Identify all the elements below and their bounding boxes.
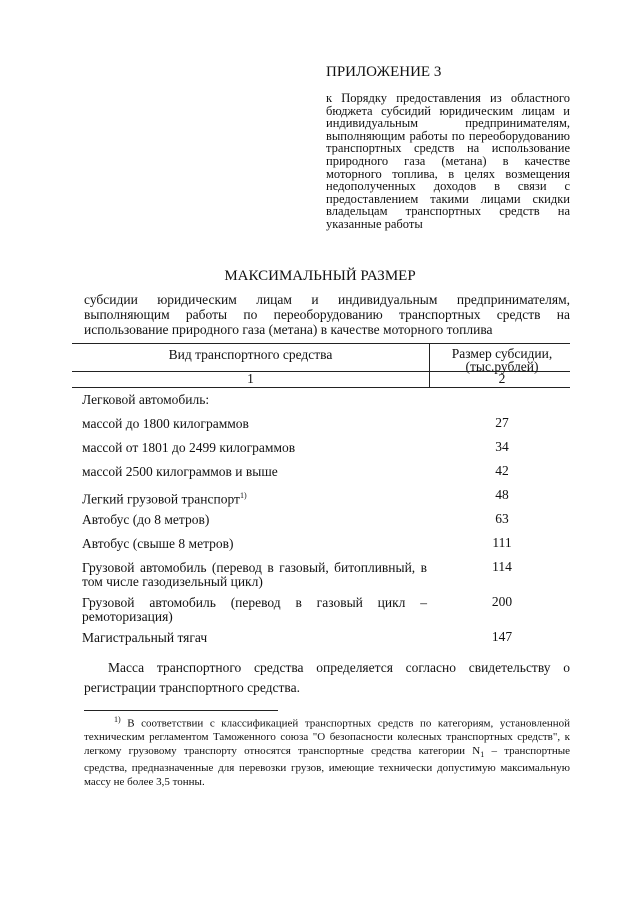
row-value: 63 xyxy=(495,511,509,526)
header-subsidy-amount: Размер субсидии, (тыс.рублей) xyxy=(451,346,553,374)
row-name: Грузовой автомобиль (перевод в газовый цикл – ремоторизация) xyxy=(82,595,427,624)
footnote-text-after: – транспортные средства, предназначенные для перевозки грузов, имеющие технически допустимую максимальную массу не более 3,5 тонны. xyxy=(84,745,570,789)
table-column-divider xyxy=(429,343,430,387)
group-label: Легковой автомобиль: xyxy=(82,392,210,407)
row-value: 34 xyxy=(495,439,509,454)
footnote-divider xyxy=(84,710,278,711)
document-subtitle: субсидии юридическим лицам и индивидуальным предпринимателям, выполняющим работы по переоборудованию транспортных средств на использование природного газа (метана) в качестве моторного топлива xyxy=(84,292,570,337)
appendix-title: ПРИЛОЖЕНИЕ 3 xyxy=(326,64,442,80)
header-vehicle-type: Вид транспортного средства xyxy=(168,347,333,362)
footnote-text-before: В соответствии с классификацией транспортных средств по категориям, установленной техническим регламентом Таможенного союза "О безопасности колесных транспортных средств", к легкому грузовому транспорту относятся транспортные средства категории N xyxy=(84,717,570,758)
row-value: 111 xyxy=(492,535,512,550)
table-rule-numbers xyxy=(72,387,570,388)
column-number-2: 2 xyxy=(498,371,506,386)
row-value: 27 xyxy=(495,415,509,430)
footnote-reference: 1) xyxy=(239,491,247,500)
row-name: массой от 1801 до 2499 килограммов xyxy=(82,440,296,455)
row-value: 114 xyxy=(492,559,512,574)
column-number-1: 1 xyxy=(247,371,254,386)
row-name: Автобус (до 8 метров) xyxy=(82,512,210,527)
row-name: массой 2500 килограммов и выше xyxy=(82,464,278,479)
row-value: 48 xyxy=(495,487,509,502)
appendix-text: к Порядку предоставления из областного бюджета субсидий юридическим лицам и индивидуальным предпринимателям, выполняющим работы по переоборудованию транспортных средств на использование природного газа (метана) в качестве моторного топлива, в целях возмещения недополученных доходов в связи с предоставлением такими лицами скидки владельцам транспортных средств на указанные работы xyxy=(326,91,570,231)
document-heading: МАКСИМАЛЬНЫЙ РАЗМЕР xyxy=(224,268,416,284)
footnote-subscript: 1 xyxy=(480,750,485,760)
row-name: Автобус (свыше 8 метров) xyxy=(82,536,234,551)
note-paragraph: Масса транспортного средства определяется согласно свидетельству о регистрации транспортного средства. xyxy=(84,660,570,695)
row-value: 147 xyxy=(491,629,513,644)
row-name: массой до 1800 килограммов xyxy=(82,416,249,431)
table-rule-top xyxy=(72,343,570,344)
row-value: 200 xyxy=(491,594,513,609)
row-name: Магистральный тягач xyxy=(82,630,208,645)
row-name-text: Легкий грузовой транспорт xyxy=(82,491,240,507)
footnote xyxy=(84,713,570,790)
row-value: 42 xyxy=(495,463,509,478)
footnote-mark: 1) xyxy=(114,715,121,724)
row-name xyxy=(82,489,427,506)
row-name: Грузовой автомобиль (перевод в газовый, битопливный, в том числе газодизельный цикл) xyxy=(82,560,427,589)
